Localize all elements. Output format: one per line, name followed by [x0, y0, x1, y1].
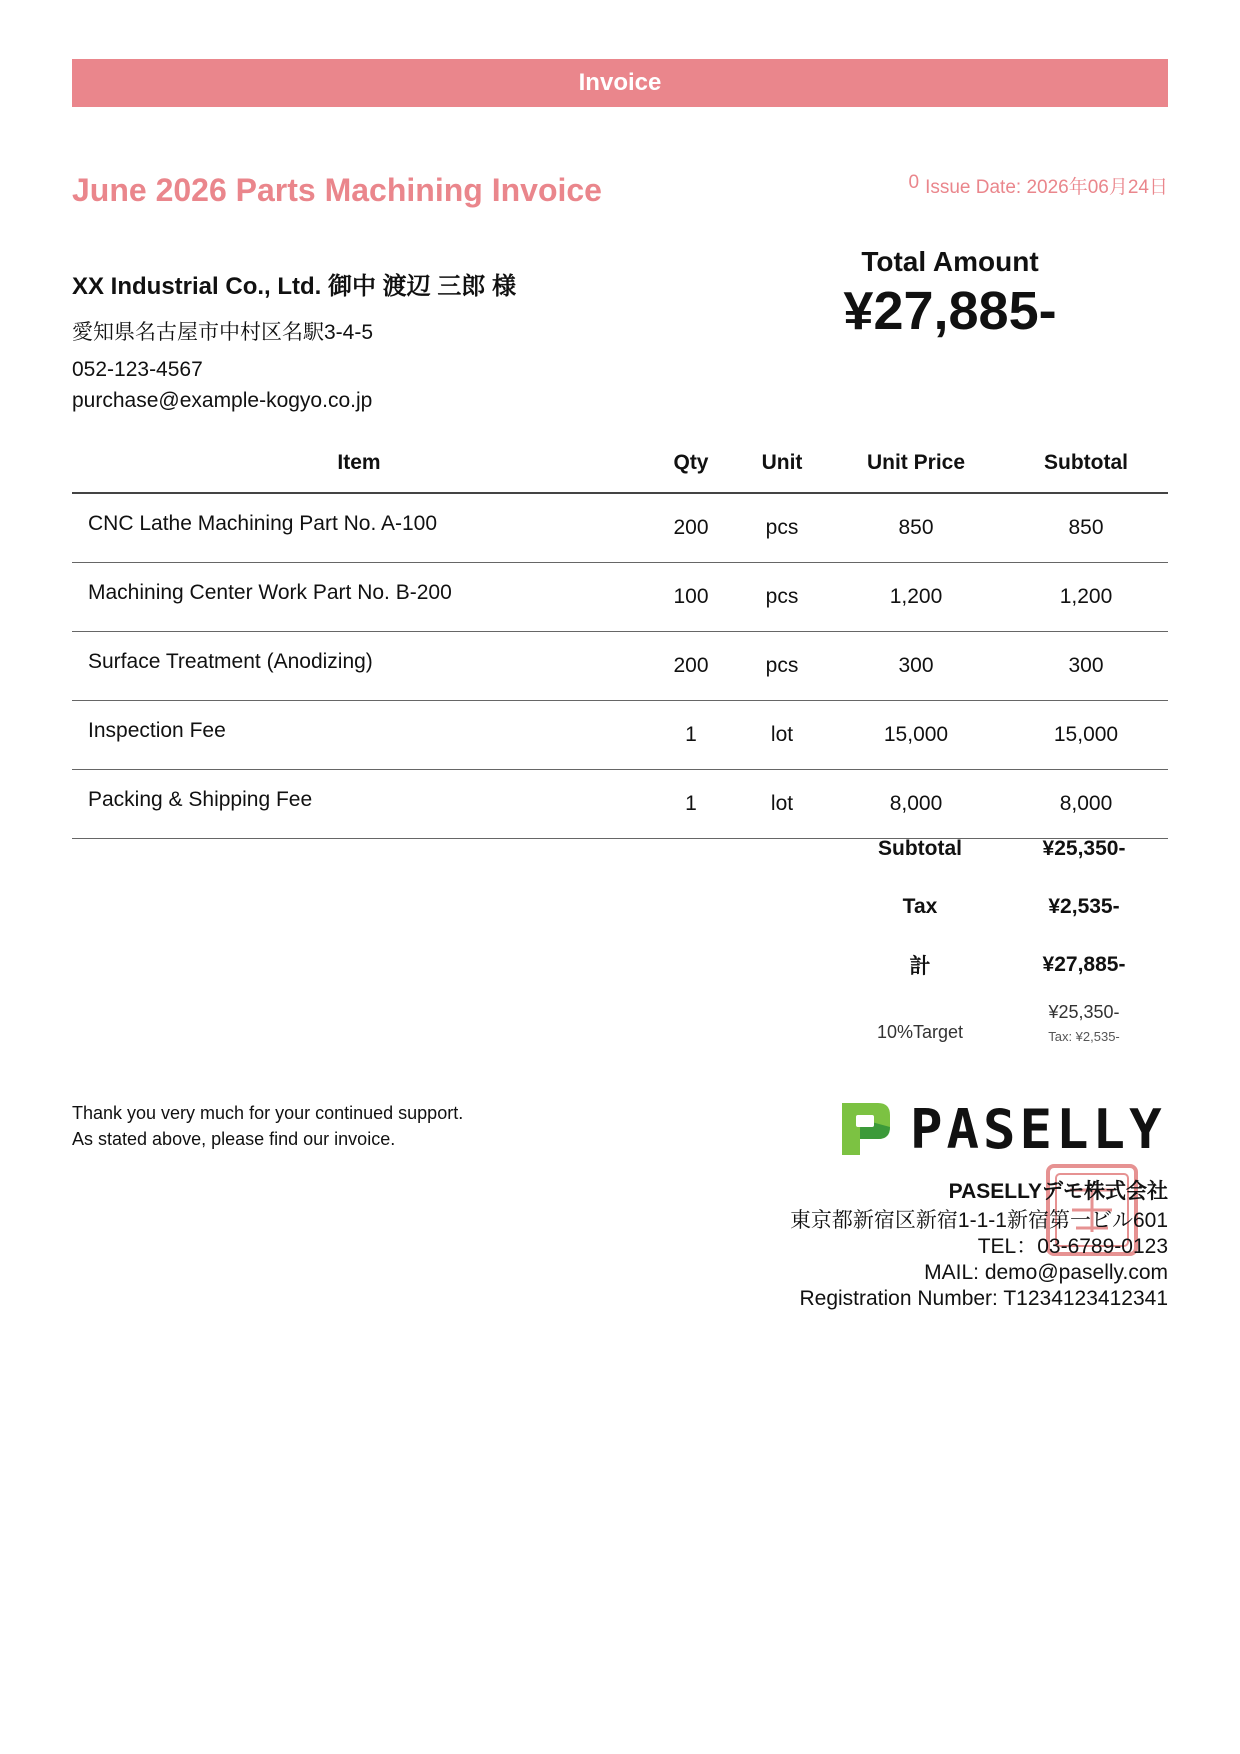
row-subtotal: 15,000	[1004, 701, 1168, 770]
row-qty: 100	[646, 563, 736, 632]
grand-total-value: ¥27,885-	[1042, 953, 1126, 976]
row-item: Machining Center Work Part No. B-200	[72, 563, 646, 632]
row-item: Surface Treatment (Anodizing)	[72, 632, 646, 701]
row-unit: pcs	[736, 563, 828, 632]
grand-total-label: 計	[909, 955, 931, 978]
client-phone: 052-123-4567	[72, 358, 203, 381]
client-info	[72, 266, 516, 416]
client-name: XX Industrial Co., Ltd. 御中 渡辺 三郎 様	[72, 273, 517, 300]
row-subtotal: 1,200	[1004, 563, 1168, 632]
thank-you-message	[72, 1100, 463, 1152]
row-unit: pcs	[736, 493, 828, 563]
company-info	[790, 1176, 1168, 1312]
row-unit: pcs	[736, 632, 828, 701]
row-item: Packing & Shipping Fee	[72, 770, 646, 839]
logo-wordmark: PASELLY	[910, 1097, 1166, 1161]
company-registration: Registration Number: T1234123412341	[799, 1287, 1168, 1310]
grand-total-row	[840, 936, 1168, 994]
total-amount-value: ¥27,885-	[843, 281, 1057, 341]
company-logo	[838, 1098, 1168, 1160]
tax-target-tax: Tax: ¥2,535-	[1048, 1029, 1120, 1044]
company-name: PASELLYデモ株式会社	[948, 1180, 1168, 1203]
issue-date-text: Issue Date: 2026年06月24日	[925, 177, 1168, 198]
row-qty: 1	[646, 770, 736, 839]
tax-target-label: 10%Target	[876, 1022, 964, 1042]
thank-you-line-2: As stated above, please find our invoice.	[72, 1129, 396, 1149]
total-amount-label: Total Amount	[861, 246, 1039, 277]
invoice-banner: Invoice	[72, 59, 1168, 107]
company-address: 東京都新宿区新宿1-1-1新宿第一ビル601	[789, 1209, 1168, 1232]
issue-date	[909, 172, 1169, 199]
table-row	[72, 493, 1168, 563]
total-amount-box	[800, 246, 1100, 342]
row-subtotal: 300	[1004, 632, 1168, 701]
company-mail: MAIL: demo@paselly.com	[924, 1261, 1168, 1284]
row-unit-price: 1,200	[828, 563, 1004, 632]
row-unit-price: 8,000	[828, 770, 1004, 839]
row-item: Inspection Fee	[72, 701, 646, 770]
document-title: June 2026 Parts Machining Invoice	[72, 172, 602, 208]
paselly-logo-icon	[838, 1099, 892, 1159]
table-row	[72, 563, 1168, 632]
row-subtotal: 850	[1004, 493, 1168, 563]
row-unit: lot	[736, 701, 828, 770]
tax-value: ¥2,535-	[1048, 895, 1120, 918]
table-row	[72, 632, 1168, 701]
company-tel: TEL：03-6789-0123	[977, 1235, 1168, 1258]
row-qty: 200	[646, 632, 736, 701]
header-unit: Unit	[736, 434, 828, 493]
header-unit-price: Unit Price	[828, 434, 1004, 493]
row-qty: 1	[646, 701, 736, 770]
tax-label: Tax	[902, 895, 938, 918]
totals-summary	[840, 820, 1168, 1044]
row-unit: lot	[736, 770, 828, 839]
row-unit-price: 300	[828, 632, 1004, 701]
row-qty: 200	[646, 493, 736, 563]
thank-you-line-1: Thank you very much for your continued support.	[72, 1103, 464, 1123]
table-row	[72, 701, 1168, 770]
row-subtotal: 8,000	[1004, 770, 1168, 839]
tax-row	[840, 878, 1168, 936]
tax-target-value: ¥25,350-	[1048, 1002, 1120, 1022]
items-table	[72, 434, 1168, 839]
row-unit-price: 850	[828, 493, 1004, 563]
header-subtotal: Subtotal	[1004, 434, 1168, 493]
row-unit-price: 15,000	[828, 701, 1004, 770]
subtotal-value: ¥25,350-	[1042, 837, 1126, 860]
header-qty: Qty	[646, 434, 736, 493]
subtotal-label: Subtotal	[878, 837, 962, 860]
header-item: Item	[72, 434, 646, 493]
issue-number: 0	[908, 172, 920, 193]
row-item: CNC Lathe Machining Part No. A-100	[72, 493, 646, 563]
table-header-row	[72, 434, 1168, 493]
client-email: purchase@example-kogyo.co.jp	[72, 389, 373, 412]
subtotal-row	[840, 820, 1168, 878]
tax-breakdown-row	[840, 1002, 1168, 1044]
client-address: 愛知県名古屋市中村区名駅3-4-5	[72, 321, 374, 344]
